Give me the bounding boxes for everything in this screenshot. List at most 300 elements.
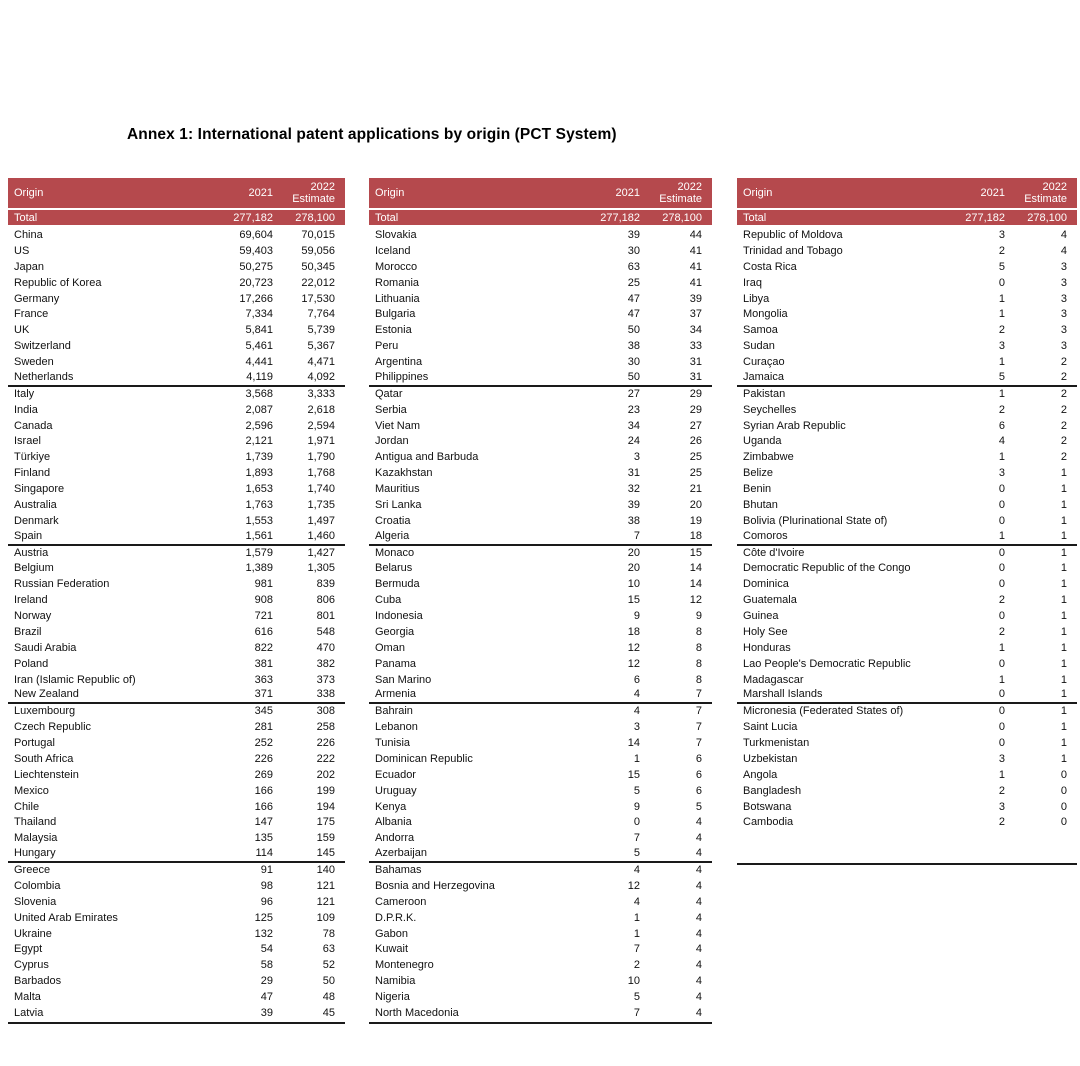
table-row [369,323,712,339]
table-row [8,752,345,768]
table-row [369,260,712,276]
value-2021-cell: 1,553 [245,514,273,527]
table-row [369,371,712,387]
value-2022-cell: 45 [322,1006,335,1019]
value-2021-cell: 39 [627,498,640,511]
value-2022-cell: 27 [689,419,702,432]
table-row [369,736,712,752]
origin-cell: Czech Republic [14,721,92,734]
origin-cell: Peru [375,340,399,353]
origin-cell: Japan [14,260,44,273]
value-2022-cell: 39 [689,292,702,305]
origin-cell: Malaysia [14,832,58,845]
origin-cell: Norway [14,610,52,622]
table-row [8,260,345,276]
value-2021-cell: 50 [627,324,640,337]
value-2022-cell: 2 [1060,403,1067,416]
value-2021-cell: 1 [633,927,640,940]
table-row [737,593,1077,609]
value-2022-cell: 4 [1060,229,1067,241]
column-header-2022-line2: Estimate [659,193,702,205]
table-row [737,815,1077,831]
value-2021-cell: 2,121 [245,435,273,448]
origin-cell: Andorra [375,832,415,845]
table-row [369,609,712,625]
table-row [737,244,1077,260]
value-2022-cell: 22,012 [301,276,335,289]
table-row [8,546,345,562]
value-2021-cell: 0 [998,483,1005,495]
table-row [8,815,345,831]
column-header-2021: 2021 [980,187,1005,199]
origin-cell: Ukraine [14,927,52,940]
origin-cell: Bosnia and Herzegovina [375,879,495,892]
value-2022-cell: 1 [1060,688,1067,701]
table-row [369,974,712,990]
patent-table-middle [369,178,712,1024]
value-2022-cell: 70,015 [301,229,335,241]
value-2022-cell: 3 [1060,324,1067,337]
table-row [8,466,345,482]
value-2022-cell: 1 [1060,625,1067,638]
value-2022-cell: 4 [695,895,702,908]
column-header-2022-line2: Estimate [1024,193,1067,205]
value-2022-cell: 1 [1060,752,1067,765]
value-2022-cell: 3 [1060,308,1067,321]
value-2021-cell: 7 [633,1006,640,1019]
value-2022-cell: 2 [1060,435,1067,448]
value-2022-cell: 0 [1060,784,1067,797]
value-2021-cell: 1 [998,768,1005,781]
value-2022-cell: 226 [316,737,335,749]
origin-cell: Zimbabwe [743,451,794,464]
table-row [8,403,345,419]
table-row [369,482,712,498]
origin-cell: Brazil [14,625,42,638]
table-row [8,847,345,863]
table-row [8,1006,345,1022]
value-2022-cell: 6 [695,752,702,765]
value-2022-cell: 470 [316,641,335,654]
value-2021-cell: 1 [998,641,1005,654]
origin-cell: Bahamas [375,864,422,876]
value-2021-cell: 3,568 [245,387,273,400]
origin-cell: Liechtenstein [14,768,79,781]
value-2021-cell: 1 [998,451,1005,464]
origin-cell: Denmark [14,514,59,527]
value-2021-cell: 2 [998,625,1005,638]
value-2021-cell: 5 [998,260,1005,273]
origin-cell: Latvia [14,1006,44,1019]
table-body [369,228,712,1024]
table-row [369,514,712,530]
table-row [8,307,345,323]
origin-cell: Angola [743,768,778,781]
origin-cell: Dominican Republic [375,752,473,765]
origin-cell: Spain [14,529,43,542]
origin-cell: Samoa [743,324,778,337]
value-2022-cell: 12 [689,594,702,607]
value-2022-cell: 5,739 [307,324,335,337]
value-2021-cell: 96 [260,895,273,908]
value-2021-cell: 39 [260,1006,273,1019]
column-header-2022-line1: 2022 [1042,181,1067,193]
value-2021-cell: 381 [254,657,273,670]
origin-cell: China [14,229,43,241]
value-2021-cell: 1,579 [245,546,273,559]
origin-cell: Croatia [375,514,411,527]
origin-cell: Italy [14,387,35,400]
value-2021-cell: 4 [633,705,640,718]
origin-cell: San Marino [375,673,432,686]
table-row [8,355,345,371]
value-2021-cell: 3 [998,752,1005,765]
origin-cell: US [14,244,30,257]
value-2021-cell: 47 [260,991,273,1003]
value-2022-cell: 63 [322,943,335,956]
value-2022-cell: 548 [316,625,335,638]
value-2021-cell: 25 [627,276,640,289]
value-2021-cell: 822 [254,641,273,654]
origin-cell: Democratic Republic of the Congo [743,562,911,575]
origin-cell: Argentina [375,356,423,368]
value-2022-cell: 4 [695,959,702,972]
origin-cell: D.P.R.K. [375,911,417,924]
table-row [737,434,1077,450]
table-row [369,657,712,673]
table-row [8,673,345,689]
origin-cell: Curaçao [743,356,785,368]
origin-cell: Bhutan [743,498,778,511]
table-row [737,752,1077,768]
table-row [737,768,1077,784]
origin-cell: Georgia [375,625,415,638]
page-title: Annex 1: International patent applications by origin (PCT System) [127,126,617,143]
value-2021-cell: 6 [633,673,640,686]
table-row [737,561,1077,577]
origin-cell: Cyprus [14,959,49,972]
value-2021-cell: 20 [627,546,640,559]
value-2022-cell: 41 [689,244,702,257]
value-2021-cell: 4 [998,435,1005,448]
table-row [737,339,1077,355]
value-2022-cell: 2 [1060,356,1067,368]
value-2021-cell: 0 [998,705,1005,718]
table-row [369,863,712,879]
origin-cell: Sri Lanka [375,498,422,511]
value-2022-cell: 4 [1060,244,1067,257]
value-2021-cell: 4 [633,864,640,876]
value-2021-cell: 4,441 [245,356,273,368]
origin-cell: Colombia [14,879,61,892]
origin-cell: Slovenia [14,895,57,908]
table-row [737,625,1077,641]
table-row [369,546,712,562]
value-2021-cell: 0 [998,721,1005,734]
origin-cell: Australia [14,498,57,511]
origin-cell: Chile [14,800,40,813]
origin-cell: Seychelles [743,403,797,416]
table-row [8,244,345,260]
value-2022-cell: 7 [695,688,702,701]
table-row [369,752,712,768]
value-2022-cell: 21 [689,483,702,495]
value-2021-cell: 91 [260,864,273,876]
value-2022-cell: 48 [322,991,335,1003]
value-2021-cell: 10 [627,975,640,988]
value-2021-cell: 2 [998,594,1005,607]
origin-cell: Montenegro [375,959,434,972]
value-2021-cell: 1,389 [245,562,273,575]
value-2021-cell: 1,561 [245,529,273,542]
value-2022-cell: 6 [695,784,702,797]
value-2021-cell: 47 [627,308,640,321]
value-2021-cell: 23 [627,403,640,416]
origin-cell: Belarus [375,562,413,575]
value-2022-cell: 3 [1060,260,1067,273]
value-2021-cell: 31 [627,467,640,480]
origin-cell: Kenya [375,800,407,813]
origin-cell: Singapore [14,483,65,495]
value-2021-cell: 54 [260,943,273,956]
origin-cell: Syrian Arab Republic [743,419,846,432]
origin-cell: Republic of Korea [14,276,102,289]
value-2022-cell: 1 [1060,562,1067,575]
value-2021-cell: 34 [627,419,640,432]
origin-cell: Algeria [375,529,410,542]
table-row [369,339,712,355]
value-2021-cell: 1 [998,292,1005,305]
origin-cell: Bulgaria [375,308,416,321]
value-2022-cell: 145 [316,847,335,860]
origin-cell: Madagascar [743,673,804,686]
column-header-2022-estimate [273,181,335,205]
table-row [369,847,712,863]
value-2021-cell: 125 [254,911,273,924]
table-row [737,403,1077,419]
total-row [8,210,345,225]
table-row [8,720,345,736]
table-row [8,292,345,308]
origin-cell: Uganda [743,435,782,448]
origin-cell: Iceland [375,244,411,257]
table-row [369,958,712,974]
origin-cell: Republic of Moldova [743,229,843,241]
value-2022-cell: 2,594 [307,419,335,432]
value-2022-cell: 2,618 [307,403,335,416]
value-2022-cell: 4 [695,911,702,924]
total-2022-value: 278,100 [662,211,702,224]
origin-cell: Saudi Arabia [14,641,77,654]
total-2021-value: 277,182 [600,211,640,224]
value-2021-cell: 616 [254,625,273,638]
value-2022-cell: 1 [1060,498,1067,511]
value-2021-cell: 114 [255,847,273,860]
origin-cell: Austria [14,546,49,559]
value-2021-cell: 4,119 [246,370,273,383]
origin-cell: Egypt [14,943,43,956]
table-row [8,498,345,514]
origin-cell: Dominica [743,578,789,591]
origin-cell: Canada [14,419,53,432]
value-2022-cell: 159 [316,832,335,845]
value-2021-cell: 0 [633,816,640,829]
value-2022-cell: 6 [695,768,702,781]
origin-cell: Sudan [743,340,775,353]
value-2021-cell: 5 [633,847,640,860]
origin-cell: Poland [14,657,49,670]
value-2022-cell: 1 [1060,578,1067,591]
origin-cell: Marshall Islands [743,688,823,701]
value-2022-cell: 19 [689,514,702,527]
value-2021-cell: 5 [633,991,640,1003]
value-2022-cell: 4 [695,991,702,1003]
table-row [369,276,712,292]
origin-cell: Namibia [375,975,416,988]
table-row [8,863,345,879]
origin-cell: Oman [375,641,405,654]
origin-cell: Bangladesh [743,784,802,797]
value-2021-cell: 1,653 [245,483,273,495]
value-2021-cell: 9 [633,800,640,813]
table-header-row [369,178,712,208]
value-2022-cell: 1,427 [307,546,335,559]
origin-cell: Trinidad and Tobago [743,244,843,257]
table-row [369,879,712,895]
value-2021-cell: 1 [998,529,1005,542]
origin-cell: Jordan [375,435,409,448]
column-header-origin: Origin [375,187,405,199]
value-2022-cell: 4,471 [307,356,335,368]
origin-cell: Israel [14,435,41,448]
origin-cell: Bermuda [375,578,420,591]
table-row [737,307,1077,323]
value-2022-cell: 0 [1060,800,1067,813]
table-row [737,546,1077,562]
value-2021-cell: 15 [627,768,640,781]
total-row [369,210,712,225]
value-2021-cell: 1 [633,911,640,924]
value-2021-cell: 269 [254,768,273,781]
table-row [737,609,1077,625]
table-row [737,720,1077,736]
table-row [369,831,712,847]
table-row [369,450,712,466]
origin-cell: Philippines [375,370,429,383]
origin-cell: Micronesia (Federated States of) [743,705,904,718]
value-2021-cell: 5,841 [245,324,273,337]
value-2021-cell: 50 [627,370,640,383]
value-2021-cell: 30 [627,244,640,257]
table-row [369,625,712,641]
table-row [737,657,1077,673]
origin-cell: Bolivia (Plurinational State of) [743,514,888,527]
value-2021-cell: 32 [627,483,640,495]
table-row [737,530,1077,546]
table-row [369,1006,712,1022]
table-row [8,974,345,990]
value-2021-cell: 721 [254,610,273,622]
table-row [737,466,1077,482]
table-row [737,498,1077,514]
value-2022-cell: 5 [695,800,702,813]
value-2021-cell: 4 [633,688,640,701]
origin-cell: Cuba [375,594,402,607]
value-2022-cell: 0 [1060,816,1067,829]
value-2022-cell: 1 [1060,737,1067,749]
table-row [8,831,345,847]
table-row [369,419,712,435]
value-2021-cell: 0 [998,562,1005,575]
origin-cell: Greece [14,864,51,876]
value-2022-cell: 1,790 [307,451,335,464]
value-2022-cell: 1 [1060,610,1067,622]
table-row [737,355,1077,371]
origin-cell: Morocco [375,260,418,273]
table-row [8,561,345,577]
origin-cell: United Arab Emirates [14,911,118,924]
value-2021-cell: 281 [254,721,273,734]
column-header-2021: 2021 [615,187,640,199]
value-2022-cell: 4,092 [307,370,335,383]
value-2021-cell: 5 [633,784,640,797]
table-row [737,260,1077,276]
table-row [369,228,712,244]
origin-cell: Costa Rica [743,260,797,273]
value-2022-cell: 222 [316,752,335,765]
value-2021-cell: 132 [254,927,273,940]
value-2022-cell: 31 [689,356,702,368]
table-row [369,895,712,911]
value-2021-cell: 0 [998,498,1005,511]
table-row [8,879,345,895]
value-2022-cell: 1 [1060,594,1067,607]
origin-cell: Panama [375,657,416,670]
value-2022-cell: 1 [1060,721,1067,734]
value-2022-cell: 1 [1060,514,1067,527]
table-row [369,927,712,943]
value-2021-cell: 18 [627,625,640,638]
value-2021-cell: 98 [260,879,273,892]
value-2021-cell: 58 [260,959,273,972]
value-2022-cell: 59,056 [301,244,335,257]
table-row [369,307,712,323]
total-row [737,210,1077,225]
table-row [8,911,345,927]
value-2022-cell: 7 [695,737,702,749]
origin-cell: Portugal [14,737,55,749]
table-row [369,387,712,403]
table-row [369,355,712,371]
table-row [737,482,1077,498]
value-2021-cell: 2 [998,784,1005,797]
table-row [737,276,1077,292]
origin-cell: Malta [14,991,41,1003]
value-2021-cell: 1,763 [245,498,273,511]
value-2021-cell: 0 [998,657,1005,670]
value-2021-cell: 2,087 [245,403,273,416]
value-2022-cell: 41 [689,276,702,289]
origin-cell: Azerbaijan [375,847,427,860]
value-2021-cell: 2 [998,324,1005,337]
table-row [737,387,1077,403]
table-row [369,815,712,831]
origin-cell: Pakistan [743,387,786,400]
value-2021-cell: 29 [260,975,273,988]
origin-cell: Antigua and Barbuda [375,451,479,464]
value-2022-cell: 121 [316,879,335,892]
origin-cell: Serbia [375,403,407,416]
